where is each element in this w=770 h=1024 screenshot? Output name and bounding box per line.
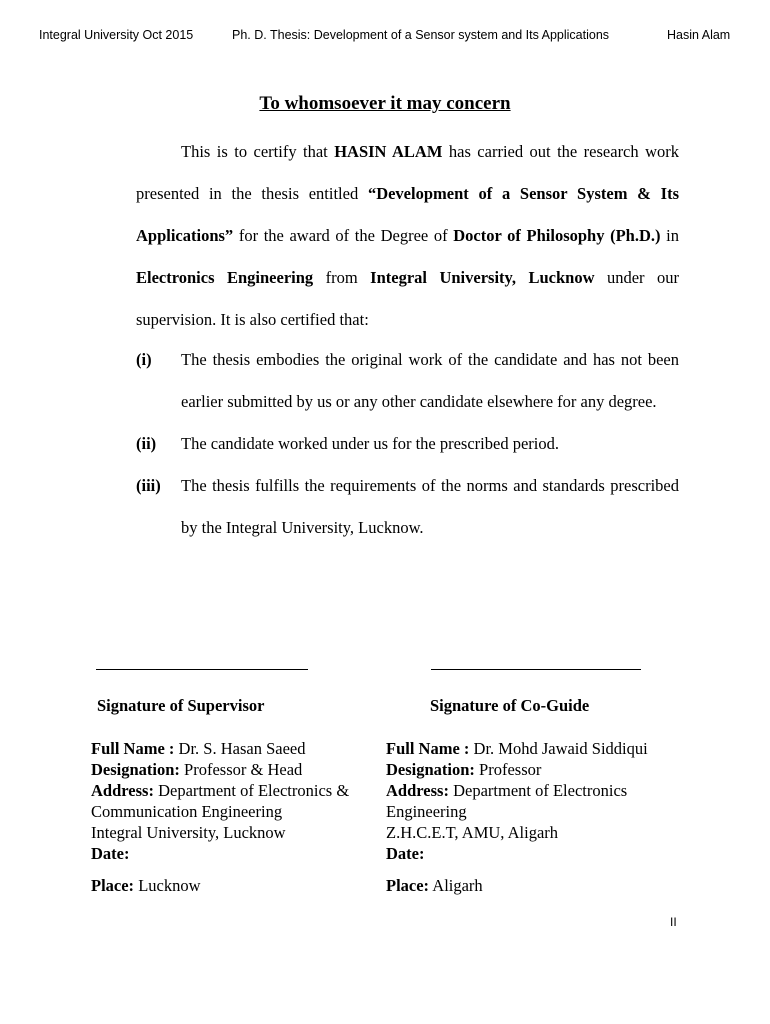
item-marker: (ii) [136, 434, 157, 453]
item-text: The thesis fulfills the requirements of the norms and standards prescribed by the Integral University, Lucknow. [181, 476, 679, 537]
intro-text: for the award of the Degree of [233, 226, 454, 245]
address-value: Department of Electronics [448, 781, 628, 800]
certification-list [136, 339, 679, 549]
full-name-label: Full Name : [91, 739, 175, 758]
address-label: Address: [91, 781, 154, 800]
candidate-name: HASIN ALAM [334, 142, 443, 161]
item-marker: (i) [136, 350, 152, 369]
thesis-title: “Development of a Sensor System & Its Applications” [136, 184, 679, 245]
full-name-line [386, 738, 686, 759]
place-line [91, 875, 376, 896]
date-line [91, 843, 376, 864]
place-value: Lucknow [134, 876, 201, 895]
item-text: The candidate worked under us for the prescribed period. [181, 434, 559, 453]
header-university-date: Integral University Oct 2015 [39, 28, 194, 42]
designation-line [91, 759, 376, 780]
intro-text: has carried out the research work presented in the thesis entitled [136, 142, 679, 203]
place-line [386, 875, 686, 896]
full-name-label: Full Name : [386, 739, 470, 758]
page-number: II [670, 915, 677, 929]
intro-text: from [313, 268, 371, 287]
supervisor-signature-label: Signature of Supervisor [97, 696, 265, 715]
item-marker: (iii) [136, 476, 161, 495]
place-label: Place: [91, 876, 135, 895]
designation-value: Professor [474, 760, 542, 779]
designation-value: Professor & Head [179, 760, 303, 779]
full-name-value: Dr. Mohd Jawaid Siddiqui [469, 739, 648, 758]
address-value: Department of Electronics & [153, 781, 350, 800]
certification-item [136, 339, 679, 423]
full-name-line [91, 738, 376, 759]
designation-label: Designation: [386, 760, 475, 779]
address-line: Engineering [386, 802, 467, 821]
address-line: Z.H.C.E.T, AMU, Aligarh [386, 823, 559, 842]
address-line [91, 780, 376, 801]
designation-label: Designation: [91, 760, 180, 779]
certificate-title: To whomsoever it may concern [259, 93, 511, 114]
item-text: The thesis embodies the original work of the candidate and has not been earlier submitted by us or any other candidate elsewhere for any degree. [181, 350, 679, 411]
address-line [386, 780, 686, 801]
address-label: Address: [386, 781, 449, 800]
designation-line [386, 759, 686, 780]
date-line [386, 843, 686, 864]
place-label: Place: [386, 876, 430, 895]
co-guide-details [386, 738, 686, 896]
certificate-intro-paragraph [136, 131, 679, 341]
full-name-value: Dr. S. Hasan Saeed [174, 739, 306, 758]
address-line: Integral University, Lucknow [91, 823, 286, 842]
running-header [0, 28, 770, 46]
discipline-name: Electronics Engineering [136, 268, 314, 287]
intro-text: under our supervision. It is also certified that: [136, 268, 679, 329]
certification-item [136, 423, 679, 465]
supervisor-details [91, 738, 376, 896]
co-guide-signature-label: Signature of Co-Guide [430, 696, 590, 715]
supervisor-signature-line [96, 669, 308, 671]
header-author: Hasin Alam [667, 28, 731, 42]
intro-text: in [660, 226, 679, 245]
place-value: Aligarh [429, 876, 483, 895]
degree-name: Doctor of Philosophy (Ph.D.) [453, 226, 661, 245]
address-line: Communication Engineering [91, 802, 283, 821]
co-guide-signature-line [431, 669, 641, 671]
date-label: Date: [91, 844, 130, 863]
intro-text: This is to certify that [181, 142, 335, 161]
date-label: Date: [386, 844, 425, 863]
header-thesis-title: Ph. D. Thesis: Development of a Sensor system and Its Applications [232, 28, 610, 42]
certification-item [136, 465, 679, 549]
university-name: Integral University, Lucknow [370, 268, 595, 287]
